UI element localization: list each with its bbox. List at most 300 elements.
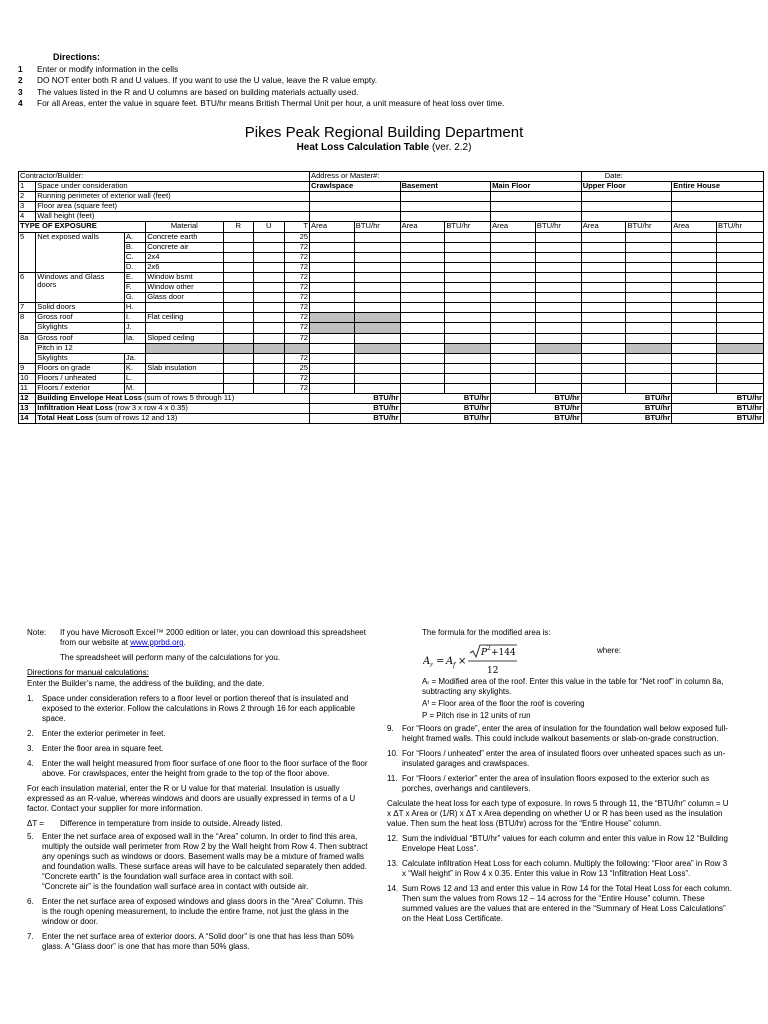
shaded-cell	[354, 313, 400, 323]
area-cell[interactable]	[310, 242, 355, 252]
row-number: 1	[19, 182, 36, 192]
row-number: 8	[19, 313, 36, 333]
instruction-item	[27, 744, 369, 754]
area-cell[interactable]	[581, 383, 626, 393]
r-cell[interactable]	[223, 383, 254, 393]
area-cell[interactable]	[491, 313, 536, 323]
table-row	[19, 293, 764, 303]
area-cell[interactable]	[310, 283, 355, 293]
area-cell[interactable]	[672, 272, 717, 282]
svg-text:A: A	[423, 656, 431, 667]
area-cell[interactable]	[491, 323, 536, 333]
btu-total: BTU/hr	[310, 394, 401, 404]
area-cell[interactable]	[581, 242, 626, 252]
u-cell[interactable]	[254, 353, 285, 363]
u-cell[interactable]	[254, 242, 285, 252]
area-cell[interactable]	[491, 353, 536, 363]
area-cell[interactable]	[672, 363, 717, 373]
table-row	[19, 323, 764, 333]
summary-row	[19, 414, 764, 424]
section-header: Upper Floor	[581, 182, 672, 192]
r-cell[interactable]	[223, 303, 254, 313]
input-cell[interactable]	[400, 192, 491, 202]
area-cell[interactable]	[491, 373, 536, 383]
btu-cell	[717, 383, 764, 393]
btu-cell	[626, 242, 672, 252]
btu-cell	[626, 353, 672, 363]
u-cell[interactable]	[254, 252, 285, 262]
r-cell[interactable]	[223, 232, 254, 242]
area-cell[interactable]	[581, 353, 626, 363]
area-cell[interactable]	[491, 283, 536, 293]
table-row	[19, 192, 764, 202]
material-name	[146, 303, 223, 313]
btu-cell	[535, 293, 581, 303]
pitch-cell[interactable]	[400, 343, 445, 353]
area-cell[interactable]	[400, 293, 445, 303]
r-cell[interactable]	[223, 363, 254, 373]
instruction-item	[27, 694, 369, 724]
btu-cell	[626, 283, 672, 293]
shaded-cell	[284, 343, 309, 353]
area-cell[interactable]	[491, 293, 536, 303]
row-label: Floors / unheated	[36, 373, 125, 383]
btu-cell	[626, 313, 672, 323]
u-cell[interactable]	[254, 313, 285, 323]
area-cell[interactable]	[491, 272, 536, 282]
area-cell[interactable]	[400, 373, 445, 383]
row-note: (sum of rows 12 and 13)	[95, 413, 178, 423]
area-cell[interactable]	[310, 303, 355, 313]
area-header: Area	[672, 222, 717, 232]
area-cell[interactable]	[581, 303, 626, 313]
btu-cell	[354, 232, 400, 242]
btu-cell	[535, 272, 581, 282]
row-note: (sum of rows 5 through 11)	[144, 393, 235, 403]
svg-text:f: f	[453, 662, 456, 669]
btu-total: BTU/hr	[491, 394, 582, 404]
t-cell: 72	[284, 323, 309, 333]
btu-cell	[626, 293, 672, 303]
type-header: TYPE OF EXPOSURE	[19, 222, 146, 232]
section-header: Entire House	[672, 182, 764, 192]
svg-text:P: P	[481, 648, 488, 658]
area-cell[interactable]	[400, 232, 445, 242]
btu-header: BTU/hr	[354, 222, 400, 232]
btu-cell	[354, 373, 400, 383]
r-cell[interactable]	[223, 293, 254, 303]
btu-header: BTU/hr	[445, 222, 491, 232]
btu-cell	[626, 252, 672, 262]
item-number: 14.	[387, 884, 399, 893]
btu-total: BTU/hr	[400, 394, 491, 404]
table-row	[19, 262, 764, 272]
r-cell[interactable]	[223, 283, 254, 293]
input-cell[interactable]	[400, 202, 491, 212]
material-code: L.	[124, 373, 145, 383]
area-cell[interactable]	[672, 252, 717, 262]
note-body: If you have Microsoft Excel™ 2000 edition or later, you can download this spreadsheet from our website at www.pprbd.org. The spreadsheet will perform many of the calculations for you.	[60, 628, 369, 668]
left-instructions	[27, 628, 369, 957]
area-cell[interactable]	[310, 333, 355, 343]
item-number: 5.	[27, 832, 34, 841]
area-cell[interactable]	[310, 232, 355, 242]
area-cell[interactable]	[310, 383, 355, 393]
item-text: Enter the exterior perimeter in feet.	[42, 729, 166, 738]
material-code: I.	[124, 313, 145, 323]
row-label	[36, 394, 310, 404]
u-cell[interactable]	[254, 333, 285, 343]
material-name: Sloped ceiling	[146, 333, 223, 343]
btu-cell	[717, 303, 764, 313]
area-cell[interactable]	[581, 272, 626, 282]
svg-text:12: 12	[487, 666, 499, 676]
row-number: 8a	[19, 333, 36, 363]
row-number: 6	[19, 272, 36, 302]
t-cell: 72	[284, 272, 309, 282]
modified-area-formula	[387, 643, 733, 677]
item-text: Enter the wall height measured from floor surface of one floor to the floor surface of the floor above. For crawlspaces, enter the height from grade to the top of the floor above.	[42, 759, 368, 778]
item-text: Sum Rows 12 and 13 and enter this value in Row 14 for the Total Heat Loss for each column. Then sum the values from Rows 12 – 14 across for the “Entire House” column. These summed values are the values that are entered in the “Summary of Heat Loss Calculations” on the Heat Loss Certificate.	[402, 884, 732, 923]
area-cell[interactable]	[400, 333, 445, 343]
instruction-item	[27, 932, 369, 952]
calc-paragraph: Calculate the heat loss for each type of exposure. In rows 5 through 11, the “BTU/hr” column = U x ΔT x Area or (1/R) x ΔT x Area depending on whether U or R has been used as the insulation value. Then sum the heat loss (BTU/hr) across for the “Entire House” column.	[387, 799, 729, 828]
item-number: 4.	[27, 759, 34, 768]
btu-total: BTU/hr	[581, 414, 672, 424]
btu-cell	[354, 262, 400, 272]
btu-cell	[535, 232, 581, 242]
shaded-cell	[717, 343, 764, 353]
svg-text:2: 2	[487, 645, 491, 652]
material-name: Slab insulation	[146, 363, 223, 373]
area-cell[interactable]	[310, 373, 355, 383]
area-header: Area	[400, 222, 445, 232]
r-cell[interactable]	[223, 252, 254, 262]
instruction-item	[27, 897, 369, 927]
r-cell[interactable]	[223, 242, 254, 252]
input-cell[interactable]	[581, 192, 672, 202]
item-number: 11.	[387, 774, 398, 783]
area-cell[interactable]	[400, 363, 445, 373]
row-title: Infiltration Heat Loss	[37, 403, 113, 413]
area-cell[interactable]	[491, 363, 536, 373]
u-cell[interactable]	[254, 293, 285, 303]
t-cell: 72	[284, 333, 309, 343]
btu-cell	[626, 323, 672, 333]
area-cell[interactable]	[672, 262, 717, 272]
pitch-cell[interactable]	[310, 343, 355, 353]
definition: P = Pitch rise in 12 units of run	[422, 711, 531, 720]
r-cell[interactable]	[223, 323, 254, 333]
input-cell[interactable]	[310, 192, 401, 202]
material-code: J.	[124, 323, 145, 333]
area-cell[interactable]	[672, 232, 717, 242]
btu-header: BTU/hr	[535, 222, 581, 232]
area-cell[interactable]	[581, 373, 626, 383]
instruction-item	[387, 859, 733, 879]
area-cell[interactable]	[672, 353, 717, 363]
row-label: Skylights	[36, 323, 125, 333]
btu-cell	[445, 313, 491, 323]
table-row	[19, 182, 764, 192]
note	[27, 628, 369, 668]
area-cell[interactable]	[581, 313, 626, 323]
area-cell[interactable]	[672, 293, 717, 303]
row-label: Skylights	[36, 353, 125, 363]
area-cell[interactable]	[400, 303, 445, 313]
svg-text:=: =	[436, 656, 445, 667]
item-text: Calculate infiltration Heat Loss for each column. Multiply the following: “Floor area” in Row 3 x “Wall height” in Row 4 x 0.35. Enter this value in Row 13 “Infiltration Heat Loss”.	[402, 859, 728, 878]
u-cell[interactable]	[254, 383, 285, 393]
btu-cell	[354, 293, 400, 303]
r-cell[interactable]	[223, 272, 254, 282]
item-text: For “Floors on grade”, enter the area of insulation for the foundation wall below exposed full-height framed walls. This could include walkout basements or slab-on-grade construction.	[402, 724, 728, 743]
btu-total: BTU/hr	[672, 394, 764, 404]
area-cell[interactable]	[672, 333, 717, 343]
table-row	[19, 303, 764, 313]
u-cell[interactable]	[254, 363, 285, 373]
area-cell[interactable]	[581, 232, 626, 242]
pitch-cell[interactable]	[581, 343, 626, 353]
material-code: B.	[124, 242, 145, 252]
direction-item	[18, 64, 758, 76]
area-cell[interactable]	[310, 272, 355, 282]
u-cell[interactable]	[254, 262, 285, 272]
area-header: Area	[581, 222, 626, 232]
area-cell[interactable]	[581, 283, 626, 293]
btu-cell	[717, 373, 764, 383]
input-cell[interactable]	[581, 212, 672, 222]
r-cell[interactable]	[223, 373, 254, 383]
area-cell[interactable]	[581, 293, 626, 303]
row-number: 4	[19, 212, 36, 222]
area-cell[interactable]	[400, 252, 445, 262]
item-number: 2.	[27, 729, 34, 738]
area-cell[interactable]	[491, 242, 536, 252]
area-cell[interactable]	[310, 293, 355, 303]
btu-cell	[717, 232, 764, 242]
shaded-cell	[223, 343, 254, 353]
item-text: Enter the net surface area of exposed wall in the “Area” column. In order to find this area, multiply the outside wall perimeter from Row 2 by the Wall height from Row 4. Then subtract any openings such as windows or doors. Basement walls may be a mixture of framed walls and foundation walls. These surface areas will have to be calculated separately then added.	[42, 832, 368, 871]
row-number: 3	[19, 202, 36, 212]
area-cell[interactable]	[310, 262, 355, 272]
area-cell[interactable]	[581, 262, 626, 272]
area-cell[interactable]	[400, 283, 445, 293]
row-number: 11	[19, 383, 36, 393]
area-cell[interactable]	[400, 323, 445, 333]
area-cell[interactable]	[400, 353, 445, 363]
pitch-cell[interactable]	[672, 343, 717, 353]
address-cell[interactable]: Address or Master#:	[310, 172, 582, 182]
btu-cell	[717, 313, 764, 323]
u-cell[interactable]	[254, 272, 285, 282]
input-cell[interactable]	[491, 212, 582, 222]
btu-cell	[445, 232, 491, 242]
input-cell[interactable]	[310, 212, 401, 222]
area-cell[interactable]	[672, 373, 717, 383]
u-cell[interactable]	[254, 373, 285, 383]
direction-number: 4	[18, 98, 23, 108]
table-row	[19, 353, 764, 363]
row-label: Windows and Glass doors	[36, 272, 125, 302]
row-number: 9	[19, 363, 36, 373]
row-title: Building Envelope Heat Loss	[37, 393, 142, 403]
r-cell[interactable]	[223, 262, 254, 272]
area-cell[interactable]	[400, 313, 445, 323]
area-cell[interactable]	[581, 252, 626, 262]
area-cell[interactable]	[672, 283, 717, 293]
u-cell[interactable]	[254, 303, 285, 313]
area-cell[interactable]	[310, 363, 355, 373]
btu-cell	[717, 363, 764, 373]
area-cell[interactable]	[400, 272, 445, 282]
btu-cell	[354, 303, 400, 313]
row-label: Gross roof	[36, 333, 125, 343]
row-number: 2	[19, 192, 36, 202]
btu-cell	[717, 252, 764, 262]
item-text: Enter the net surface area of exterior doors. A “Solid door” is one that has less than 50% glass. A “Glass door” is one that has more than 50% glass.	[42, 932, 354, 951]
item-subnote: “Concrete air” is the foundation wall surface area in contact with outside air.	[42, 882, 309, 891]
item-text: For “Floors / unheated” enter the area of insulated floors over unheated spaces such as un-insulated garages and crawlspaces.	[402, 749, 726, 768]
area-cell[interactable]	[400, 383, 445, 393]
area-cell[interactable]	[581, 323, 626, 333]
direction-text: For all Areas, enter the value in square feet. BTU/hr means British Thermal Unit per hour, a unit measure of heat loss over time.	[37, 98, 505, 108]
area-cell[interactable]	[400, 242, 445, 252]
t-cell: 72	[284, 242, 309, 252]
t-cell: 72	[284, 262, 309, 272]
svg-text:+144: +144	[491, 648, 516, 658]
area-cell[interactable]	[672, 303, 717, 313]
area-cell[interactable]	[491, 383, 536, 393]
row-label: Floors / exterior	[36, 383, 125, 393]
note-text: If you have Microsoft Excel™ 2000 edition or later, you can download this spreadsheet from our website at	[60, 628, 366, 647]
area-cell[interactable]	[491, 303, 536, 313]
area-cell[interactable]	[310, 353, 355, 363]
row-title: Total Heat Loss	[37, 413, 94, 423]
table-row	[19, 343, 764, 353]
table-row	[19, 333, 764, 343]
item-number: 9.	[387, 724, 394, 733]
delta-t-definition	[27, 819, 369, 829]
btu-total: BTU/hr	[672, 414, 764, 424]
directions	[18, 52, 758, 110]
material-header: Material	[146, 222, 223, 232]
input-cell[interactable]	[491, 202, 582, 212]
input-cell[interactable]	[400, 212, 491, 222]
material-name: Flat ceiling	[146, 313, 223, 323]
section-header: Main Floor	[491, 182, 582, 192]
row-number: 14	[19, 414, 36, 424]
area-cell[interactable]	[400, 262, 445, 272]
t-cell: 25	[284, 232, 309, 242]
r-cell[interactable]	[223, 333, 254, 343]
svg-text:r: r	[430, 662, 433, 669]
btu-cell	[535, 242, 581, 252]
area-cell[interactable]	[491, 262, 536, 272]
area-cell[interactable]	[672, 313, 717, 323]
btu-total: BTU/hr	[581, 404, 672, 414]
area-cell[interactable]	[491, 232, 536, 242]
area-cell[interactable]	[491, 252, 536, 262]
shaded-cell	[310, 323, 355, 333]
input-cell[interactable]	[672, 202, 764, 212]
pitch-cell[interactable]	[491, 343, 536, 353]
btu-total: BTU/hr	[581, 394, 672, 404]
material-code: D.	[124, 262, 145, 272]
area-cell[interactable]	[672, 383, 717, 393]
btu-cell	[535, 353, 581, 363]
u-cell[interactable]	[254, 232, 285, 242]
row-label: Floors on grade	[36, 363, 125, 373]
btu-cell	[445, 242, 491, 252]
instruction-item	[387, 749, 733, 769]
u-cell[interactable]	[254, 323, 285, 333]
btu-cell	[445, 353, 491, 363]
item-number: 3.	[27, 744, 34, 753]
btu-cell	[535, 373, 581, 383]
area-cell[interactable]	[672, 323, 717, 333]
btu-cell	[354, 363, 400, 373]
table-row	[19, 272, 764, 282]
btu-total: BTU/hr	[672, 404, 764, 414]
material-code: Ia.	[124, 333, 145, 343]
instruction-item	[27, 759, 369, 779]
table-row	[19, 363, 764, 373]
direction-item	[18, 87, 758, 99]
input-cell[interactable]	[310, 202, 401, 212]
formula-intro: The formula for the modified area is:	[422, 628, 551, 637]
r-cell[interactable]	[223, 353, 254, 363]
area-cell[interactable]	[310, 252, 355, 262]
area-cell[interactable]	[672, 242, 717, 252]
shaded-cell	[354, 343, 400, 353]
input-cell[interactable]	[491, 192, 582, 202]
note-text-2: The spreadsheet will perform many of the calculations for you.	[60, 653, 281, 662]
direction-item	[18, 75, 758, 87]
material-name: Window other	[146, 283, 223, 293]
date-cell[interactable]	[581, 172, 763, 182]
formula-definitions	[387, 677, 733, 721]
input-cell[interactable]	[581, 202, 672, 212]
btu-cell	[717, 262, 764, 272]
material-code: K.	[124, 363, 145, 373]
btu-cell	[445, 283, 491, 293]
contractor-cell[interactable]: Contractor/Builder:	[19, 172, 310, 182]
area-cell[interactable]	[491, 333, 536, 343]
row-label: Gross roof	[36, 313, 125, 323]
website-link[interactable]: www.pprbd.org	[130, 638, 184, 647]
row-note: (row 3 x row 4 x 0.35)	[114, 403, 188, 413]
row-number: 13	[19, 404, 36, 414]
item-text: Space under consideration refers to a floor level or portion thereof that is insulated and exposed to the exterior. Follow the calculations in Rows 2 through 16 for each applicable space.	[42, 694, 356, 723]
area-cell[interactable]	[581, 363, 626, 373]
btu-cell	[445, 383, 491, 393]
input-cell[interactable]	[672, 212, 764, 222]
btu-cell	[445, 323, 491, 333]
r-cell[interactable]	[223, 313, 254, 323]
direction-text: DO NOT enter both R and U values. If you want to use the U value, leave the R value empty.	[37, 75, 378, 85]
shaded-cell	[146, 343, 223, 353]
definition: Aᶠ = Floor area of the floor the roof is covering	[422, 699, 585, 708]
summary-row	[19, 394, 764, 404]
input-cell[interactable]	[672, 192, 764, 202]
where-label: where:	[597, 646, 622, 655]
area-cell[interactable]	[581, 333, 626, 343]
btu-cell	[445, 272, 491, 282]
u-cell[interactable]	[254, 283, 285, 293]
btu-header: BTU/hr	[717, 222, 764, 232]
right-instructions	[387, 628, 733, 929]
